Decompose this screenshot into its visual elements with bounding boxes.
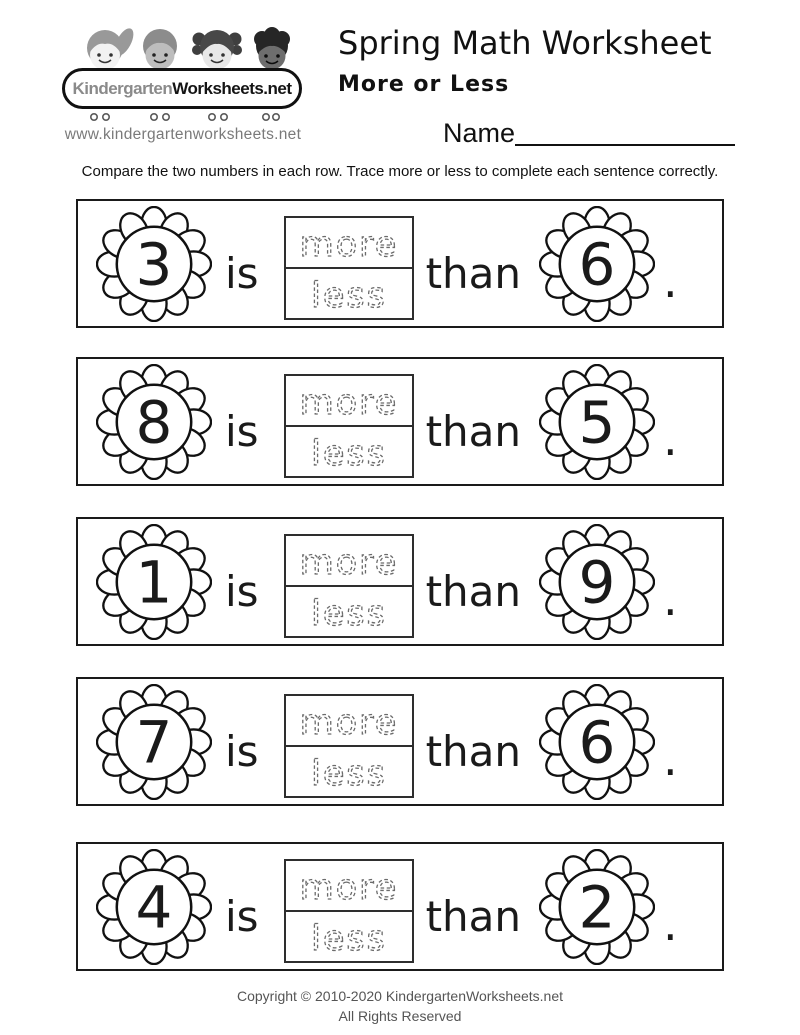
word-than: than — [425, 567, 522, 616]
sentence-period: . — [663, 253, 678, 308]
trace-more-cell — [286, 696, 412, 745]
brand-name-black: Worksheets.net — [172, 78, 292, 98]
word-is: is — [225, 727, 259, 776]
trace-more-cell — [286, 861, 412, 910]
word-than: than — [425, 727, 522, 776]
trace-box — [284, 374, 414, 478]
trace-less-cell — [286, 745, 412, 794]
flower-number: 4 — [135, 872, 173, 941]
trace-box — [284, 859, 414, 963]
kid-boy1-icon — [143, 29, 177, 70]
site-logo — [62, 12, 302, 146]
flower-number: 6 — [578, 707, 616, 776]
kid-boy2-icon — [254, 27, 290, 70]
flower-number: 2 — [578, 872, 616, 941]
name-blank-line — [515, 144, 735, 146]
worksheet-row — [76, 199, 724, 328]
worksheet-subtitle: More or Less — [338, 72, 510, 97]
flower-number: 9 — [578, 547, 616, 616]
trace-more-cell — [286, 218, 412, 267]
site-url: www.kindergartenworksheets.net — [64, 126, 302, 143]
trace-word-more: more — [299, 543, 398, 583]
flower-number: 1 — [135, 547, 173, 616]
logo-sign — [62, 68, 302, 109]
worksheet-title: Spring Math Worksheet — [338, 24, 712, 62]
flower-number: 5 — [578, 387, 616, 456]
word-is: is — [225, 407, 259, 456]
trace-word-more: more — [299, 383, 398, 423]
worksheet-row — [76, 357, 724, 486]
trace-word-more: more — [299, 868, 398, 908]
trace-more-cell — [286, 536, 412, 585]
sentence-period: . — [663, 896, 678, 951]
flower-icon — [539, 364, 655, 480]
trace-word-less: less — [310, 593, 387, 634]
flower-icon — [539, 206, 655, 322]
trace-less-cell — [286, 910, 412, 959]
trace-less-cell — [286, 425, 412, 474]
footer-rights: All Rights Reserved — [338, 1008, 462, 1024]
trace-box — [284, 216, 414, 320]
footer-copyright: Copyright © 2010-2020 KindergartenWorksheets.net — [236, 988, 564, 1004]
flower-icon — [96, 206, 212, 322]
flower-icon — [539, 849, 655, 965]
flower-number: 8 — [135, 387, 173, 456]
kid-girl1-icon — [87, 25, 137, 70]
word-is: is — [225, 567, 259, 616]
trace-word-less: less — [310, 433, 387, 474]
word-than: than — [425, 892, 522, 941]
flower-icon — [539, 684, 655, 800]
flower-icon — [96, 684, 212, 800]
flower-number: 7 — [135, 707, 173, 776]
flower-number: 3 — [135, 229, 173, 298]
worksheet-row — [76, 517, 724, 646]
trace-word-more: more — [299, 703, 398, 743]
trace-word-less: less — [310, 918, 387, 959]
sentence-period: . — [663, 571, 678, 626]
word-is: is — [225, 892, 259, 941]
word-than: than — [425, 249, 522, 298]
word-is: is — [225, 249, 259, 298]
word-than: than — [425, 407, 522, 456]
worksheet-row — [76, 842, 724, 971]
flower-icon — [96, 524, 212, 640]
name-label: Name — [443, 118, 516, 148]
trace-box — [284, 694, 414, 798]
trace-word-less: less — [310, 275, 387, 316]
flower-icon — [96, 849, 212, 965]
kids-illustration-icon — [72, 12, 292, 76]
flower-icon — [539, 524, 655, 640]
sentence-period: . — [663, 731, 678, 786]
trace-less-cell — [286, 585, 412, 634]
kid-girl2-icon — [192, 30, 242, 70]
kids-feet-icon — [62, 111, 302, 125]
name-row — [443, 118, 735, 149]
flower-number: 6 — [578, 229, 616, 298]
trace-more-cell — [286, 376, 412, 425]
trace-word-more: more — [299, 225, 398, 265]
footer — [0, 986, 800, 1026]
sentence-period: . — [663, 411, 678, 466]
trace-word-less: less — [310, 753, 387, 794]
trace-less-cell — [286, 267, 412, 316]
trace-box — [284, 534, 414, 638]
flower-icon — [96, 364, 212, 480]
brand-name-gray: Kindergarten — [72, 78, 173, 98]
instruction-text: Compare the two numbers in each row. Trace more or less to complete each sentence correctly. — [81, 163, 719, 180]
worksheet-row — [76, 677, 724, 806]
